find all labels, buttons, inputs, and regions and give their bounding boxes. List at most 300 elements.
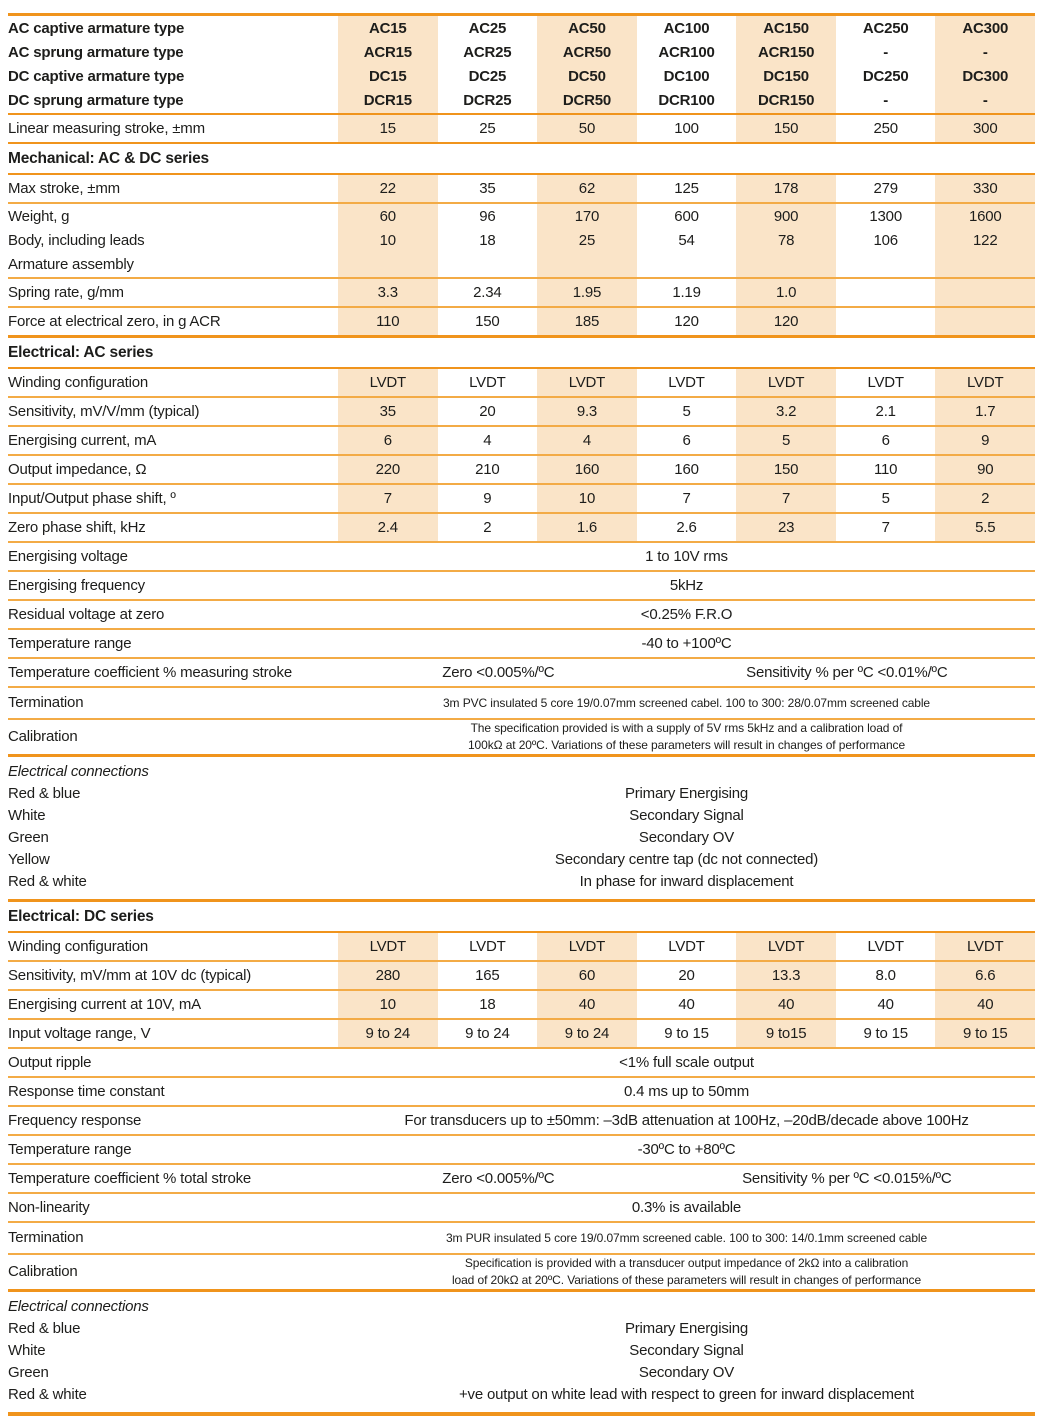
spec-value: 1300 [869, 208, 902, 225]
model-name: - [883, 91, 889, 109]
spec-value-cell [935, 204, 1035, 277]
spec-row-label: Weight, g [8, 208, 70, 225]
spec-span-value: -30ºC to +80ºC [637, 1141, 736, 1158]
model-name: ACR25 [463, 43, 512, 61]
spec-row [8, 1107, 1035, 1136]
model-name: DCR25 [463, 91, 512, 109]
model-name: AC15 [369, 19, 407, 37]
spec-value-cell: 3.3 [338, 279, 438, 306]
spec-span-value: <1% full scale output [619, 1054, 754, 1071]
spec-value-cell: 15 [338, 115, 438, 142]
spec-value-cell: 1.6 [537, 514, 637, 541]
spec-row [8, 514, 1035, 543]
connection-function: In phase for inward displacement [579, 873, 794, 890]
spec-value-cell: 9.3 [537, 398, 637, 425]
spec-row-values [338, 279, 1035, 306]
model-column [935, 16, 1035, 113]
spec-value-cell [438, 204, 538, 277]
spec-row-label: Termination [8, 694, 84, 711]
spec-row [8, 1136, 1035, 1165]
spec-value-cell: 160 [537, 456, 637, 483]
spec-row-label: Temperature coefficient % total stroke [8, 1169, 252, 1187]
spec-note-line: 100kΩ at 20ºC. Variations of these parameters will result in changes of performance [467, 738, 906, 752]
connection-wire-label: Red & white [8, 873, 87, 890]
spec-span-value: For transducers up to ±50mm: –3dB attenuation at 100Hz, –20dB/decade above 100Hz [404, 1112, 969, 1129]
spec-value: 96 [479, 208, 496, 225]
model-name: DC25 [468, 67, 507, 85]
connection-wire-label: Green [8, 829, 49, 846]
spec-value-cell: 150 [736, 115, 836, 142]
spec-row-values [338, 991, 1035, 1018]
connection-wire-label: White [8, 807, 46, 824]
connection-function: Primary Energising [624, 785, 749, 802]
connection-function: Secondary Signal [629, 1342, 744, 1359]
spec-row-values [338, 398, 1035, 425]
spec-value-cell: LVDT [469, 937, 506, 955]
spec-value-cell: 9 [935, 427, 1035, 454]
spec-row-values [338, 514, 1035, 541]
spec-value-cell: 40 [736, 991, 836, 1018]
spec-row-label: Frequency response [8, 1111, 142, 1129]
model-name: DC15 [369, 67, 407, 85]
spec-value-cell: LVDT [537, 933, 637, 960]
header-row-label: DC captive armature type [8, 67, 185, 85]
connections-block [8, 1292, 1035, 1412]
spec-value-cell: 5.5 [935, 514, 1035, 541]
model-name: ACR50 [562, 43, 612, 61]
spec-value-cell: 300 [935, 115, 1035, 142]
spec-note-line: 3m PVC insulated 5 core 19/0.07mm screened cabel. 100 to 300: 28/0.07mm screened cable [442, 695, 931, 710]
section-heading-row [8, 338, 1035, 369]
spec-row-values [338, 175, 1035, 202]
spec-row [8, 427, 1035, 456]
model-column [836, 16, 936, 113]
connection-wire-label: White [8, 1342, 46, 1359]
connection-wire-label: Red & white [8, 1386, 87, 1403]
header-row-labels [8, 16, 338, 113]
spec-row-label: Winding configuration [8, 937, 149, 955]
spec-row [8, 630, 1035, 659]
spec-value-cell: 50 [537, 115, 637, 142]
spec-row-values [338, 1020, 1035, 1047]
spec-value-cell: 2.4 [338, 514, 438, 541]
header-row-label: DC sprung armature type [8, 91, 184, 109]
spec-value-cell: 1.95 [537, 279, 637, 306]
spec-value-cell: 110 [338, 308, 438, 335]
spec-value-cell: 9 to 24 [465, 1024, 510, 1042]
spec-note-line: Specification is provided with a transducer output impedance of 2kΩ into a calibration [464, 1256, 909, 1270]
spec-value-cell: 4 [483, 431, 492, 449]
spec-value-cell: 7 [682, 489, 691, 507]
spec-row [8, 543, 1035, 572]
spec-value-cell: 2 [483, 518, 492, 536]
connection-function: Secondary OV [638, 829, 735, 846]
spec-value-cell: 1.19 [672, 283, 701, 301]
spec-value-cell: 160 [674, 460, 699, 478]
spec-span-values [338, 1165, 1035, 1192]
model-name: DC300 [962, 67, 1009, 85]
spec-value-cell: 3.2 [736, 398, 836, 425]
spec-row [8, 572, 1035, 601]
spec-row-label: Residual voltage at zero [8, 605, 165, 623]
section-heading: Mechanical: AC & DC series [8, 149, 209, 167]
model-name: DC50 [568, 67, 606, 85]
spec-value-cell: 6 [682, 431, 691, 449]
spec-value-cell: 9 to 24 [338, 1020, 438, 1047]
spec-row-label: Termination [8, 1229, 84, 1246]
spec-value-cell: 2.6 [676, 518, 697, 536]
connection-row [8, 849, 1035, 871]
spec-row [8, 398, 1035, 427]
spec-value: 170 [574, 208, 600, 225]
model-name: DC150 [763, 67, 809, 85]
spec-value-cell: 210 [475, 460, 500, 478]
spec-value-cell: LVDT [338, 369, 438, 396]
spec-value-cell [836, 279, 936, 306]
spec-value-cell: 90 [935, 456, 1035, 483]
spec-row-label: Input voltage range, V [8, 1024, 151, 1042]
spec-value-cell: 220 [338, 456, 438, 483]
spec-table [8, 13, 1035, 1416]
spec-value-cell: 60 [537, 962, 637, 989]
spec-span-value-left: Zero <0.005%/ºC [442, 1170, 555, 1187]
spec-row-values [338, 456, 1035, 483]
spec-row-label: Linear measuring stroke, ±mm [8, 119, 205, 137]
spec-value: 122 [973, 232, 998, 249]
spec-group-values [338, 204, 1035, 277]
spec-row-label: Energising current at 10V, mA [8, 995, 201, 1013]
spec-row-label: Energising current, mA [8, 431, 157, 449]
section-heading-row [8, 902, 1035, 933]
spec-row [8, 601, 1035, 630]
spec-value: 900 [773, 208, 799, 225]
connection-row [8, 1340, 1035, 1362]
model-name: - [982, 91, 988, 109]
spec-value-cell: 5 [881, 489, 890, 507]
model-name: DCR50 [562, 91, 612, 109]
spec-value-cell [935, 279, 1035, 306]
model-name: AC250 [862, 19, 909, 37]
spec-row [8, 720, 1035, 757]
section-heading-row [8, 144, 1035, 175]
spec-span-value: 5kHz [669, 577, 704, 594]
connection-row [8, 805, 1035, 827]
spec-row [8, 962, 1035, 991]
spec-row [8, 115, 1035, 144]
model-name: - [982, 43, 988, 61]
spec-value-cell [637, 204, 737, 277]
spec-value-cell: 150 [736, 456, 836, 483]
spec-span-value: 0.3% is available [631, 1199, 742, 1216]
header-row-label: AC captive armature type [8, 19, 185, 37]
spec-span-value: 1 to 10V rms [645, 548, 728, 565]
model-name: DCR100 [658, 91, 715, 109]
spec-row-label: Calibration [8, 1263, 78, 1280]
connection-row [8, 827, 1035, 849]
spec-row-values [338, 933, 1035, 960]
spec-value-cell: 250 [873, 119, 898, 137]
spec-value-cell: LVDT [736, 369, 836, 396]
connections-block [8, 757, 1035, 902]
connection-function: Secondary Signal [629, 807, 744, 824]
spec-value-cell: 165 [475, 966, 500, 984]
spec-value-cell: 100 [674, 119, 699, 137]
spec-value: 600 [674, 208, 699, 225]
model-columns [338, 16, 1035, 113]
spec-value-cell: LVDT [935, 369, 1035, 396]
spec-value-cell: 20 [678, 966, 695, 984]
spec-value-cell [736, 204, 836, 277]
spec-value-cell: 25 [479, 119, 496, 137]
section-heading: Electrical: AC series [8, 343, 154, 361]
spec-value-cell: 35 [479, 179, 496, 197]
spec-value-cell: 62 [537, 175, 637, 202]
spec-group-labels [8, 204, 338, 277]
connection-wire-label: Green [8, 1364, 49, 1381]
model-column [438, 16, 538, 113]
spec-value-cell: 23 [736, 514, 836, 541]
spec-row-label: Armature assembly [8, 256, 134, 273]
spec-row-label: Temperature range [8, 1140, 132, 1158]
connection-function: Secondary centre tap (dc not connected) [554, 851, 819, 868]
spec-row [8, 175, 1035, 204]
spec-value-cell: 330 [935, 175, 1035, 202]
spec-value-cell: 1.0 [736, 279, 836, 306]
connection-function: +ve output on white lead with respect to green for inward displacement [458, 1386, 915, 1403]
spec-value-cell: 9 to15 [736, 1020, 836, 1047]
spec-note-line: The specification provided is with a supply of 5V rms 5kHz and a calibration load of [470, 721, 903, 735]
spec-row [8, 456, 1035, 485]
spec-value-cell: 280 [338, 962, 438, 989]
spec-row [8, 1223, 1035, 1255]
spec-value-cell: 13.3 [736, 962, 836, 989]
spec-row [8, 1194, 1035, 1223]
model-column [537, 16, 637, 113]
model-name: AC300 [962, 19, 1009, 37]
spec-value-cell: 110 [874, 460, 898, 478]
spec-value: 25 [578, 232, 596, 249]
spec-value-cell: 6 [881, 431, 890, 449]
connection-function: Primary Energising [624, 1320, 749, 1337]
connection-wire-label: Red & blue [8, 1320, 81, 1337]
spec-note-line: 3m PUR insulated 5 core 19/0.07mm screened cable. 100 to 300: 14/0.1mm screened cable [445, 1230, 928, 1245]
spec-value-cell: 2.34 [473, 283, 502, 301]
spec-row-label: Spring rate, g/mm [8, 283, 124, 301]
spec-value-cell: 2 [935, 485, 1035, 512]
spec-value-cell: 7 [736, 485, 836, 512]
model-name: AC25 [468, 19, 507, 37]
model-name: DC250 [862, 67, 909, 85]
spec-value-cell: 20 [479, 402, 496, 420]
spec-value: 54 [678, 232, 695, 249]
spec-row [8, 1165, 1035, 1194]
spec-value-cell [537, 204, 637, 277]
spec-row-label: Force at electrical zero, in g ACR [8, 312, 221, 330]
spec-notes [338, 720, 1035, 754]
spec-value-cell: LVDT [668, 373, 705, 391]
model-name: AC50 [568, 19, 606, 37]
spec-value-cell: 22 [338, 175, 438, 202]
model-name: DC100 [663, 67, 710, 85]
section-heading: Electrical: DC series [8, 907, 154, 925]
spec-value-cell: 10 [537, 485, 637, 512]
spec-value-cell: 2.1 [875, 402, 896, 420]
spec-row-label: Max stroke, ±mm [8, 179, 120, 197]
spec-value: 18 [479, 232, 496, 249]
connections-title: Electrical connections [8, 763, 149, 780]
spec-row [8, 369, 1035, 398]
spec-value-cell: LVDT [935, 933, 1035, 960]
spec-row-values [338, 115, 1035, 142]
connections-title: Electrical connections [8, 1298, 149, 1315]
spec-value-cell: 4 [537, 427, 637, 454]
model-column [637, 16, 737, 113]
spec-row-label: Temperature coefficient % measuring stroke [8, 663, 292, 681]
spec-row [8, 688, 1035, 720]
spec-value-cell: 10 [338, 991, 438, 1018]
spec-span-value: -40 to +100ºC [641, 635, 732, 652]
spec-row-label: Sensitivity, mV/V/mm (typical) [8, 402, 200, 420]
spec-value-cell: 279 [873, 179, 898, 197]
spec-notes [338, 1223, 1035, 1253]
spec-value-cell: 178 [736, 175, 836, 202]
spec-value-cell: 5 [736, 427, 836, 454]
spec-span-value-right: Sensitivity % per ºC <0.01%/ºC [746, 664, 948, 681]
spec-row [8, 485, 1035, 514]
spec-value-cell: 120 [674, 312, 699, 330]
spec-value-cell: 40 [678, 995, 695, 1013]
spec-value-cell: 35 [338, 398, 438, 425]
spec-value: 106 [873, 232, 898, 249]
spec-row [8, 1049, 1035, 1078]
spec-value-cell: 9 to 15 [863, 1024, 908, 1042]
spec-row-label: Zero phase shift, kHz [8, 518, 146, 536]
spec-value-cell: LVDT [537, 369, 637, 396]
spec-row-values [338, 485, 1035, 512]
model-name: AC150 [763, 19, 809, 37]
spec-row-label: Response time constant [8, 1082, 165, 1100]
spec-value-cell: 40 [877, 995, 894, 1013]
spec-row-values [338, 427, 1035, 454]
spec-value-cell: LVDT [736, 933, 836, 960]
connection-wire-label: Yellow [8, 851, 50, 868]
spec-span-value-left: Zero <0.005%/ºC [442, 664, 555, 681]
spec-value-cell: LVDT [469, 373, 506, 391]
spec-row-label: Non-linearity [8, 1198, 90, 1216]
spec-row-label: Sensitivity, mV/mm at 10V dc (typical) [8, 966, 252, 984]
spec-value-cell: 18 [479, 995, 496, 1013]
model-name: DCR150 [757, 91, 815, 109]
connection-function: Secondary OV [638, 1364, 735, 1381]
model-name: ACR15 [363, 43, 412, 61]
spec-value-cell: 7 [338, 485, 438, 512]
spec-value-cell: 1.7 [935, 398, 1035, 425]
spec-value-cell: LVDT [668, 937, 705, 955]
spec-value-cell: 9 [483, 489, 492, 507]
spec-row-label: Winding configuration [8, 373, 149, 391]
spec-value: 10 [379, 232, 396, 249]
spec-span-value: <0.25% F.R.O [640, 606, 733, 623]
spec-row-label: Energising voltage [8, 547, 128, 565]
spec-note-line: load of 20kΩ at 20ºC. Variations of these parameters will result in changes of performance [451, 1273, 922, 1287]
spec-value-cell: LVDT [867, 373, 904, 391]
spec-value-cell: 120 [736, 308, 836, 335]
spec-row [8, 933, 1035, 962]
spec-value-cell: 9 to 15 [935, 1020, 1035, 1047]
spec-row [8, 1078, 1035, 1107]
spec-notes [338, 688, 1035, 718]
spec-value-cell [338, 204, 438, 277]
spec-row-values [338, 308, 1035, 335]
connection-row [8, 871, 1035, 893]
spec-row-label: Temperature range [8, 634, 132, 652]
spec-value-cell: 6.6 [935, 962, 1035, 989]
spec-value-cell [836, 204, 936, 277]
spec-row-label: Output impedance, Ω [8, 460, 147, 478]
spec-value-cell: 125 [674, 179, 699, 197]
spec-row-label: Body, including leads [8, 232, 145, 249]
spec-span-value: 0.4 ms up to 50mm [624, 1083, 749, 1100]
spec-value-cell: LVDT [338, 933, 438, 960]
model-name: - [883, 43, 889, 61]
spec-row-label: Calibration [8, 728, 78, 745]
spec-value: 60 [379, 208, 396, 225]
spec-row [8, 308, 1035, 338]
spec-value-cell: 7 [881, 518, 890, 536]
model-column [338, 16, 438, 113]
spec-value-cell: 40 [537, 991, 637, 1018]
spec-value-cell: LVDT [867, 937, 904, 955]
spec-value-cell: 8.0 [875, 966, 896, 984]
spec-span-value-right: Sensitivity % per ºC <0.015%/ºC [742, 1170, 952, 1187]
spec-row [8, 991, 1035, 1020]
spec-row [8, 659, 1035, 688]
spec-value-cell [836, 308, 936, 335]
spec-value-cell [935, 308, 1035, 335]
spec-row [8, 279, 1035, 308]
spec-value: 78 [777, 232, 795, 249]
spec-row-values [338, 369, 1035, 396]
model-name: ACR100 [658, 43, 715, 61]
spec-value: 1600 [968, 208, 1002, 225]
spec-row-values [338, 962, 1035, 989]
spec-row-label: Energising frequency [8, 576, 145, 594]
connection-row [8, 1362, 1035, 1384]
connection-wire-label: Red & blue [8, 785, 81, 802]
model-column [736, 16, 836, 113]
spec-row-label: Input/Output phase shift, º [8, 489, 176, 507]
spec-value-cell: 9 to 15 [664, 1024, 709, 1042]
spec-value-cell: 40 [935, 991, 1035, 1018]
connection-row [8, 783, 1035, 805]
spec-value-cell: 6 [338, 427, 438, 454]
spec-value-cell: 150 [475, 312, 500, 330]
spec-row [8, 1020, 1035, 1049]
spec-row [8, 1255, 1035, 1292]
spec-row-label: Output ripple [8, 1053, 92, 1071]
model-header-row [8, 16, 1035, 115]
spec-notes [338, 1255, 1035, 1289]
spec-value-cell: 5 [682, 402, 691, 420]
connection-row [8, 1318, 1035, 1340]
model-name: ACR150 [757, 43, 815, 61]
model-name: DCR15 [363, 91, 412, 109]
spec-value-cell: 9 to 24 [537, 1020, 637, 1047]
header-row-label: AC sprung armature type [8, 43, 184, 61]
spec-value-cell: 185 [537, 308, 637, 335]
model-name: AC100 [663, 19, 710, 37]
connection-row [8, 1384, 1035, 1406]
